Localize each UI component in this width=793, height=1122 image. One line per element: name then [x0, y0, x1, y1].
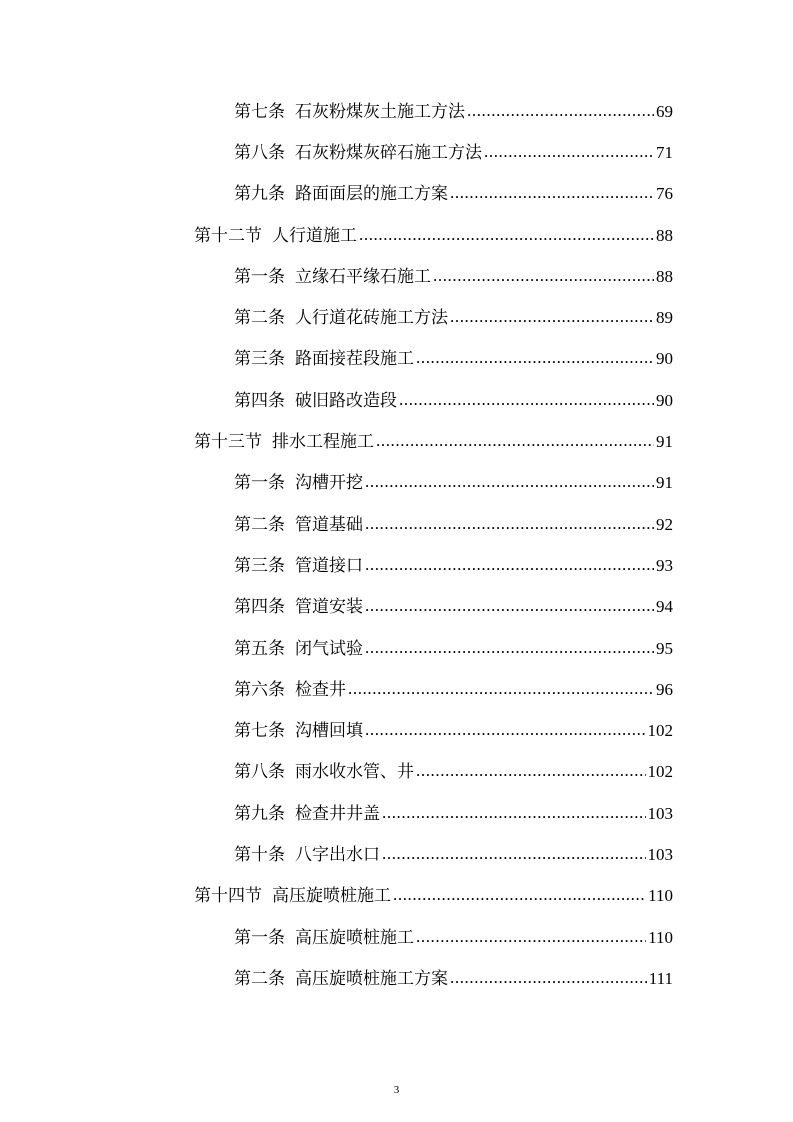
toc-entry-number: 第三条	[234, 349, 285, 370]
toc-entry-label	[234, 349, 414, 369]
toc-entry-page: 69	[656, 101, 673, 121]
toc-entry-title: 管道接口	[295, 555, 363, 576]
toc-entry-page: 91	[656, 432, 673, 452]
toc-dot-leader	[433, 266, 654, 286]
toc-entry-number: 第十二节	[194, 225, 262, 246]
toc-article-entry[interactable]	[0, 463, 793, 504]
toc-entry-page: 94	[656, 597, 673, 617]
toc-entry-title: 石灰粉煤灰土施工方法	[295, 101, 465, 122]
toc-entry-page: 93	[656, 555, 673, 575]
toc-entry-page: 88	[656, 225, 673, 245]
toc-entry-page: 90	[656, 349, 673, 369]
toc-entry-title: 管道安装	[295, 597, 363, 618]
toc-entry-label	[234, 556, 363, 576]
toc-article-entry[interactable]	[0, 958, 793, 999]
toc-dot-leader	[365, 596, 654, 616]
toc-entry-number: 第二条	[234, 308, 285, 329]
toc-entry-label	[234, 102, 465, 122]
toc-entry-number: 第五条	[234, 638, 285, 659]
toc-entry-page: 90	[656, 390, 673, 410]
toc-entry-number: 第十四节	[194, 886, 262, 907]
toc-entry-label	[234, 473, 363, 493]
toc-entry-number: 第九条	[234, 803, 285, 824]
toc-dot-leader	[484, 142, 654, 162]
toc-entry-title: 破旧路改造段	[295, 390, 397, 411]
toc-entry-label	[234, 515, 363, 535]
toc-article-entry[interactable]	[0, 132, 793, 173]
toc-entry-title: 沟槽开挖	[295, 473, 363, 494]
toc-entry-number: 第一条	[234, 266, 285, 287]
toc-entry-page: 103	[647, 844, 673, 864]
toc-entry-page: 110	[648, 886, 673, 906]
toc-article-entry[interactable]	[0, 917, 793, 958]
toc-entry-number: 第七条	[234, 101, 285, 122]
toc-entry-page: 88	[656, 266, 673, 286]
toc-entry-number: 第四条	[234, 390, 285, 411]
toc-article-entry[interactable]	[0, 834, 793, 875]
page-number: 3	[393, 1084, 400, 1096]
toc-entry-label	[234, 845, 380, 865]
toc-article-entry[interactable]	[0, 174, 793, 215]
toc-entry-title: 高压旋喷桩施工方案	[295, 968, 448, 989]
toc-dot-leader	[450, 968, 647, 988]
toc-article-entry[interactable]	[0, 793, 793, 834]
toc-entry-title: 检查井井盖	[295, 803, 380, 824]
toc-article-entry[interactable]	[0, 669, 793, 710]
toc-entry-label	[234, 804, 380, 824]
toc-dot-leader	[416, 927, 646, 947]
toc-dot-leader	[399, 390, 654, 410]
toc-entry-page: 71	[656, 142, 673, 162]
toc-dot-leader	[382, 844, 646, 864]
toc-entry-title: 高压旋喷桩施工	[272, 886, 391, 907]
toc-entry-title: 雨水收水管、井	[295, 762, 414, 783]
toc-entry-page: 95	[656, 638, 673, 658]
toc-entry-page: 76	[656, 184, 673, 204]
toc-entry-label	[234, 721, 363, 741]
toc-entry-label	[194, 226, 357, 246]
toc-entry-title: 高压旋喷桩施工	[295, 927, 414, 948]
toc-section-entry[interactable]	[0, 421, 793, 462]
toc-dot-leader	[450, 183, 654, 203]
toc-article-entry[interactable]	[0, 339, 793, 380]
toc-dot-leader	[393, 885, 646, 905]
toc-entry-title: 沟槽回填	[295, 721, 363, 742]
toc-entry-number: 第二条	[234, 968, 285, 989]
toc-article-entry[interactable]	[0, 504, 793, 545]
toc-dot-leader	[359, 225, 654, 245]
toc-entry-title: 闭气试验	[295, 638, 363, 659]
toc-entry-title: 石灰粉煤灰碎石施工方法	[295, 142, 482, 163]
toc-entry-page: 102	[647, 721, 673, 741]
toc-entry-label	[234, 597, 363, 617]
toc-dot-leader	[365, 720, 646, 740]
toc-dot-leader	[382, 803, 646, 823]
toc-article-entry[interactable]	[0, 380, 793, 421]
toc-entry-title: 立缘石平缘石施工	[295, 266, 431, 287]
toc-dot-leader	[365, 555, 654, 575]
toc-entry-title: 人行道施工	[272, 225, 357, 246]
toc-entry-page: 96	[656, 679, 673, 699]
toc-dot-leader	[416, 348, 654, 368]
toc-section-entry[interactable]	[0, 876, 793, 917]
toc-entry-number: 第九条	[234, 184, 285, 205]
toc-entry-label	[234, 143, 482, 163]
toc-entry-page: 111	[648, 968, 673, 988]
toc-dot-leader	[416, 761, 646, 781]
toc-entry-label	[234, 184, 448, 204]
toc-entry-title: 管道基础	[295, 514, 363, 535]
toc-entry-number: 第八条	[234, 762, 285, 783]
toc-entry-page: 102	[647, 762, 673, 782]
toc-article-entry[interactable]	[0, 297, 793, 338]
toc-dot-leader	[365, 514, 654, 534]
toc-article-entry[interactable]	[0, 545, 793, 586]
toc-entry-number: 第四条	[234, 597, 285, 618]
toc-entry-number: 第二条	[234, 514, 285, 535]
toc-entry-number: 第八条	[234, 142, 285, 163]
toc-entry-page: 92	[656, 514, 673, 534]
toc-entry-label	[234, 969, 448, 989]
toc-entry-title: 八字出水口	[295, 844, 380, 865]
toc-entry-title: 路面面层的施工方案	[295, 184, 448, 205]
toc-entry-number: 第一条	[234, 473, 285, 494]
toc-entry-label	[234, 680, 346, 700]
toc-entry-label	[194, 886, 391, 906]
toc-entry-label	[194, 432, 374, 452]
toc-dot-leader	[450, 307, 654, 327]
toc-entry-number: 第六条	[234, 679, 285, 700]
toc-entry-page: 89	[656, 308, 673, 328]
toc-entry-title: 排水工程施工	[272, 432, 374, 453]
toc-article-entry[interactable]	[0, 256, 793, 297]
toc-entry-number: 第七条	[234, 721, 285, 742]
toc-entry-number: 第三条	[234, 555, 285, 576]
toc-entry-label	[234, 391, 397, 411]
toc-article-entry[interactable]	[0, 710, 793, 751]
toc-entry-label	[234, 308, 448, 328]
toc-entry-page: 91	[656, 473, 673, 493]
toc-entry-number: 第一条	[234, 927, 285, 948]
toc-entry-title: 人行道花砖施工方法	[295, 308, 448, 329]
toc-entry-label	[234, 762, 414, 782]
toc-article-entry[interactable]	[0, 752, 793, 793]
toc-dot-leader	[365, 638, 654, 658]
table-of-contents	[0, 91, 793, 1000]
toc-article-entry[interactable]	[0, 91, 793, 132]
toc-article-entry[interactable]	[0, 628, 793, 669]
toc-dot-leader	[467, 101, 654, 121]
toc-entry-label	[234, 639, 363, 659]
toc-dot-leader	[365, 472, 654, 492]
toc-entry-page: 110	[648, 927, 673, 947]
toc-entry-label	[234, 267, 431, 287]
toc-dot-leader	[376, 431, 654, 451]
toc-entry-title: 路面接茬段施工	[295, 349, 414, 370]
toc-article-entry[interactable]	[0, 587, 793, 628]
toc-entry-page: 103	[647, 803, 673, 823]
toc-entry-number: 第十条	[234, 844, 285, 865]
toc-section-entry[interactable]	[0, 215, 793, 256]
toc-entry-title: 检查井	[295, 679, 346, 700]
toc-entry-number: 第十三节	[194, 432, 262, 453]
toc-dot-leader	[348, 679, 654, 699]
toc-entry-label	[234, 928, 414, 948]
